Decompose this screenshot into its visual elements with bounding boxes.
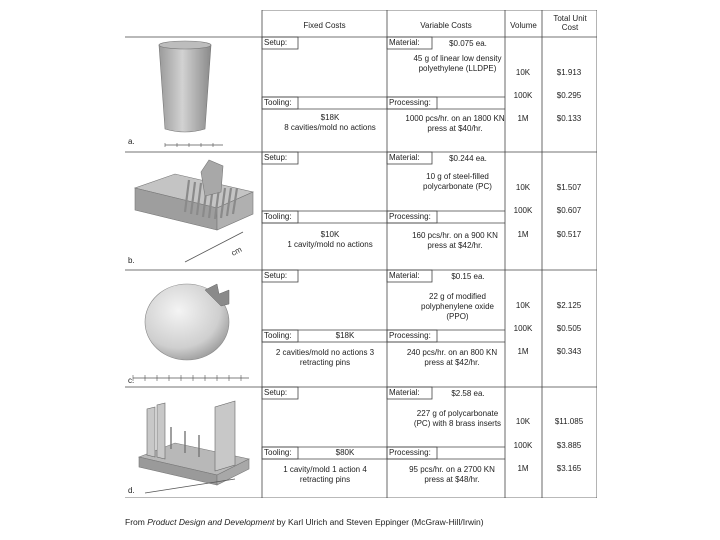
row-c-cost-10k: $2.125 — [556, 301, 582, 310]
row-a-volume-10k: 10K — [515, 68, 531, 77]
row-b-tooling-price: $10K — [320, 230, 340, 239]
row-a-tooling-label: Tooling: — [264, 98, 292, 107]
row-d-tooling-label: Tooling: — [264, 448, 292, 457]
row-a-processing-desc: 1000 pcs/hr. on an 1800 KN press at $40/hr. — [405, 114, 505, 133]
row-d-material-label: Material: — [389, 388, 420, 397]
row-c-letter: c. — [128, 376, 135, 385]
row-d-photo — [125, 387, 261, 498]
svg-text:cm: cm — [229, 244, 244, 258]
row-c-volume-100k: 100K — [513, 324, 533, 333]
row-b-volume-100k: 100K — [513, 206, 533, 215]
row-b-letter: b. — [128, 256, 135, 265]
row-b-cost-10k: $1.507 — [556, 183, 582, 192]
row-a-material-desc: 45 g of linear low density polyethylene (LLDPE) — [413, 54, 502, 73]
header-total-unit-cost: Total Unit Cost — [553, 14, 587, 32]
row-a-processing-label: Processing: — [389, 98, 431, 107]
row-c-cost-100k: $0.505 — [556, 324, 582, 333]
row-b-material-desc: 10 g of steel-filled polycarbonate (PC) — [423, 172, 492, 191]
row-d-volume-1m: 1M — [517, 464, 529, 473]
cup-part-photo — [125, 37, 261, 152]
row-b-volume-10k: 10K — [515, 183, 531, 192]
row-d-volume-10k: 10K — [515, 417, 531, 426]
row-b-volume-1m: 1M — [517, 230, 529, 239]
row-a-cost-10k: $1.913 — [556, 68, 582, 77]
row-a-cost-100k: $0.295 — [556, 91, 582, 100]
row-b-processing-desc: 160 pcs/hr. on a 900 KN press at $42/hr. — [412, 231, 498, 250]
row-a-material-price: $0.075 ea. — [449, 39, 487, 48]
row-c-material-label: Material: — [389, 271, 420, 280]
row-d-volume-100k: 100K — [513, 441, 533, 450]
row-d-material-price: $2.58 ea. — [451, 389, 485, 398]
row-d-tooling-price: $80K — [335, 448, 355, 457]
row-c-volume-10k: 10K — [515, 301, 531, 310]
row-c-cost-1m: $0.343 — [556, 347, 582, 356]
header-fixed-costs: Fixed Costs — [303, 21, 346, 30]
row-d-cost-1m: $3.165 — [556, 464, 582, 473]
cost-table — [125, 10, 597, 498]
row-a-setup-label: Setup: — [264, 38, 288, 47]
row-d-cost-10k: $11.085 — [554, 417, 584, 426]
row-b-material-label: Material: — [389, 153, 420, 162]
row-b-cost-1m: $0.517 — [556, 230, 582, 239]
row-a-material-label: Material: — [389, 38, 420, 47]
row-b-setup-label: Setup: — [264, 153, 288, 162]
caption-prefix: From — [125, 517, 148, 527]
rack-part-photo — [125, 152, 261, 270]
row-d-material-desc: 227 g of polycarbonate (PC) with 8 brass inserts — [413, 409, 502, 428]
row-c-tooling-label: Tooling: — [264, 331, 292, 340]
caption-suffix: by Karl Ulrich and Steven Eppinger (McGraw-Hill/Irwin) — [274, 517, 484, 527]
row-d-cost-100k: $3.885 — [556, 441, 582, 450]
row-d-setup-label: Setup: — [264, 388, 288, 397]
row-b-tooling-desc: 1 cavity/mold no actions — [287, 240, 373, 249]
row-b-photo — [125, 152, 261, 270]
row-a-tooling-price: $18K — [320, 113, 340, 122]
row-a-cost-1m: $0.133 — [556, 114, 582, 123]
row-c-volume-1m: 1M — [517, 347, 529, 356]
row-b-cost-100k: $0.607 — [556, 206, 582, 215]
row-d-letter: d. — [128, 486, 135, 495]
row-d-processing-desc: 95 pcs/hr. on a 2700 KN press at $48/hr. — [409, 465, 495, 484]
row-c-photo — [125, 270, 261, 387]
row-a-letter: a. — [128, 137, 135, 146]
row-c-setup-label: Setup: — [264, 271, 288, 280]
row-d-tooling-desc: 1 cavity/mold 1 action 4 retracting pins — [283, 465, 367, 484]
row-c-material-desc: 22 g of modified polyphenylene oxide (PPO) — [421, 292, 494, 321]
row-b-processing-label: Processing: — [389, 212, 431, 221]
dome-part-photo — [125, 270, 261, 387]
source-caption — [125, 517, 484, 527]
row-d-processing-label: Processing: — [389, 448, 431, 457]
row-b-tooling-label: Tooling: — [264, 212, 292, 221]
row-b-material-price: $0.244 ea. — [449, 154, 487, 163]
row-a-tooling-desc: 8 cavities/mold no actions — [284, 123, 376, 132]
row-c-processing-desc: 240 pcs/hr. on an 800 KN press at $42/hr. — [406, 348, 498, 367]
row-c-tooling-price: $18K — [335, 331, 355, 340]
header-variable-costs: Variable Costs — [420, 21, 472, 30]
row-c-tooling-desc: 2 cavities/mold no actions 3 retracting pins — [275, 348, 375, 367]
row-a-volume-100k: 100K — [513, 91, 533, 100]
header-volume: Volume — [510, 21, 537, 30]
row-c-material-price: $0.15 ea. — [451, 272, 485, 281]
row-a-photo — [125, 37, 261, 152]
caption-book-title: Product Design and Development — [147, 517, 275, 527]
frame-part-photo — [125, 387, 261, 498]
row-a-volume-1m: 1M — [517, 114, 529, 123]
row-c-processing-label: Processing: — [389, 331, 431, 340]
